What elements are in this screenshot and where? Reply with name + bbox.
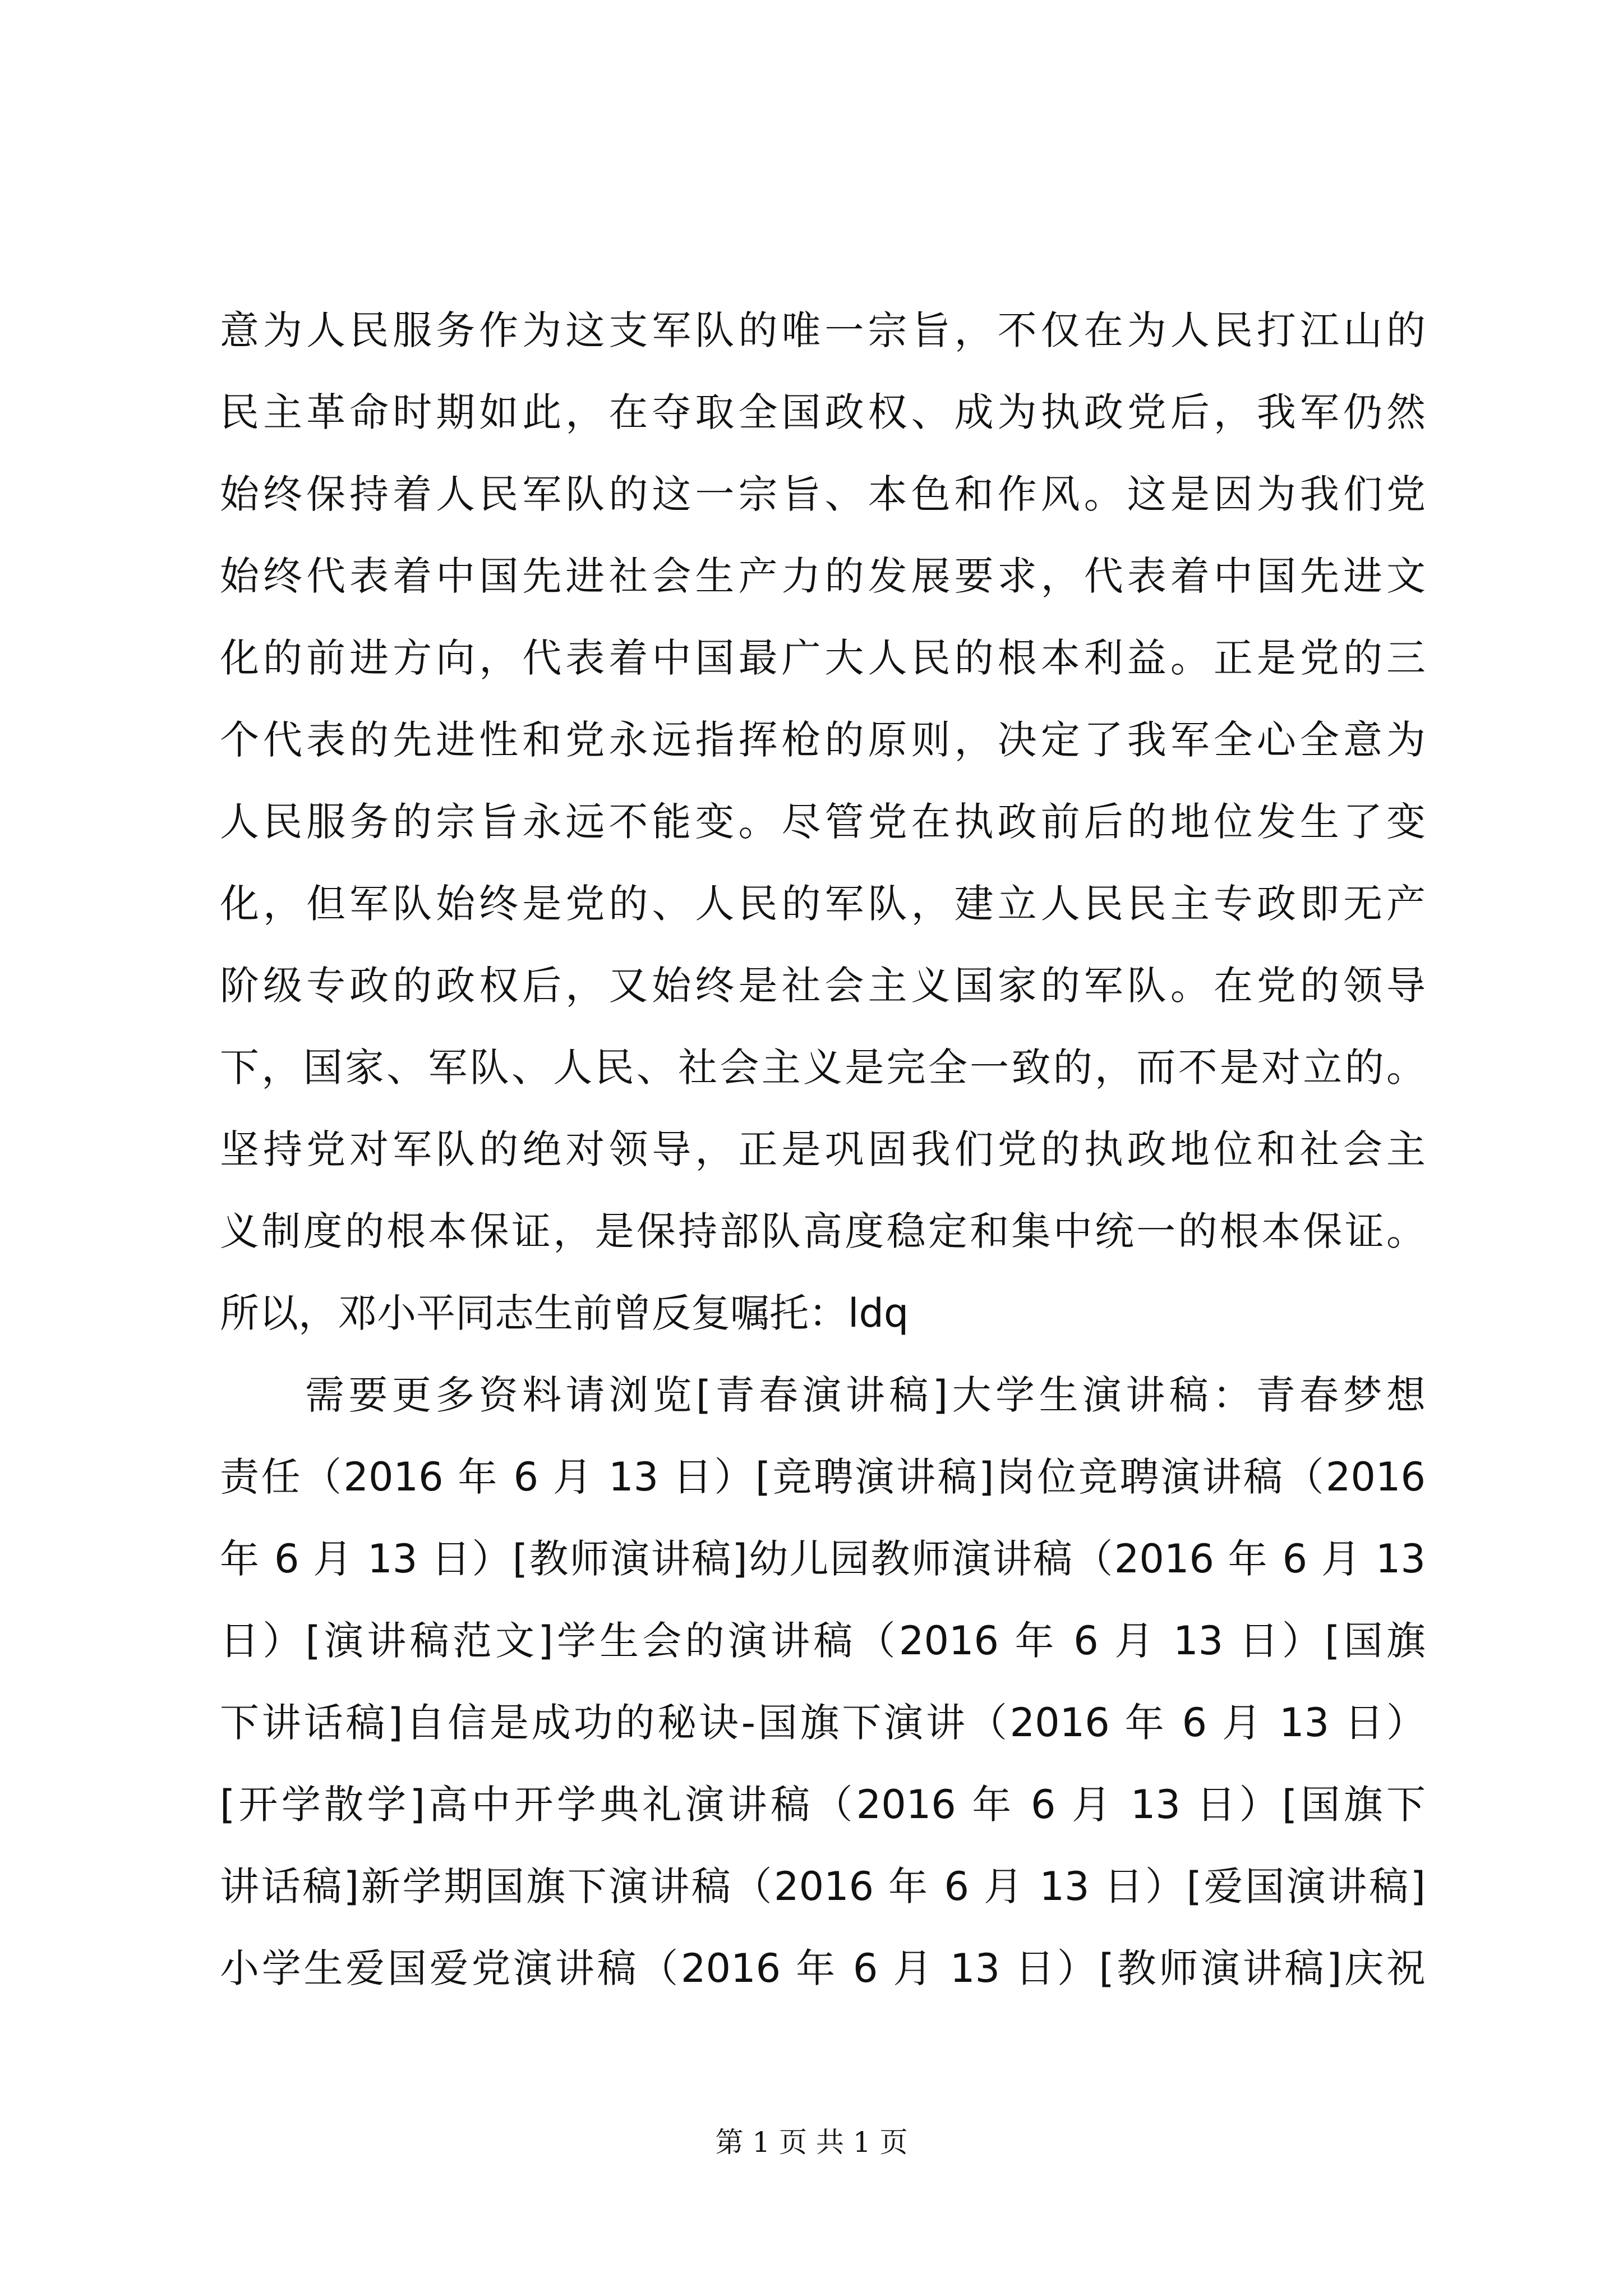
text-line: 日）[演讲稿范文]学生会的演讲稿（2016 年 6 月 13 日）[国旗 (220, 1618, 1426, 1664)
text-line: 人民服务的宗旨永远不能变。尽管党在执政前后的地位发生了变 (220, 799, 1426, 845)
text-line: [开学散学]高中开学典礼演讲稿（2016 年 6 月 13 日）[国旗下 (220, 1782, 1426, 1828)
text-line: 坚持党对军队的绝对领导，正是巩固我们党的执政地位和社会主 (220, 1126, 1426, 1172)
text-line: 需要更多资料请浏览[青春演讲稿]大学生演讲稿：青春梦想 (305, 1372, 1426, 1418)
text-line: 责任（2016 年 6 月 13 日）[竞聘演讲稿]岗位竞聘演讲稿（2016 (220, 1454, 1426, 1500)
text-line: 个代表的先进性和党永远指挥枪的原则，决定了我军全心全意为 (220, 717, 1426, 763)
text-line: 所以，邓小平同志生前曾反复嘱托：ldq (220, 1290, 909, 1336)
text-line: 始终保持着人民军队的这一宗旨、本色和作风。这是因为我们党 (220, 471, 1426, 517)
text-line: 讲话稿]新学期国旗下演讲稿（2016 年 6 月 13 日）[爱国演讲稿] (220, 1864, 1426, 1910)
paragraph-1 (220, 289, 1426, 1354)
text-line: 年 6 月 13 日）[教师演讲稿]幼儿园教师演讲稿（2016 年 6 月 13 (220, 1536, 1426, 1582)
paragraph-2 (220, 1354, 1426, 2009)
text-line: 小学生爱国爱党演讲稿（2016 年 6 月 13 日）[教师演讲稿]庆祝 (220, 1945, 1426, 1991)
text-line: 化，但军队始终是党的、人民的军队，建立人民民主专政即无产 (220, 881, 1426, 927)
page-footer: 第 1 页 共 1 页 (715, 2126, 908, 2159)
text-line: 下，国家、军队、人民、社会主义是完全一致的，而不是对立的。 (220, 1045, 1426, 1091)
text-line: 民主革命时期如此，在夺取全国政权、成为执政党后，我军仍然 (220, 389, 1426, 435)
text-line: 化的前进方向，代表着中国最广大人民的根本利益。正是党的三 (220, 635, 1426, 681)
text-line: 意为人民服务作为这支军队的唯一宗旨，不仅在为人民打江山的 (220, 307, 1426, 353)
text-line: 下讲话稿]自信是成功的秘诀-国旗下演讲（2016 年 6 月 13 日） (220, 1700, 1426, 1746)
text-line: 义制度的根本保证，是保持部队高度稳定和集中统一的根本保证。 (220, 1208, 1426, 1254)
text-line: 始终代表着中国先进社会生产力的发展要求，代表着中国先进文 (220, 553, 1426, 599)
document-body (220, 289, 1426, 2009)
text-line: 阶级专政的政权后，又始终是社会主义国家的军队。在党的领导 (220, 963, 1426, 1009)
